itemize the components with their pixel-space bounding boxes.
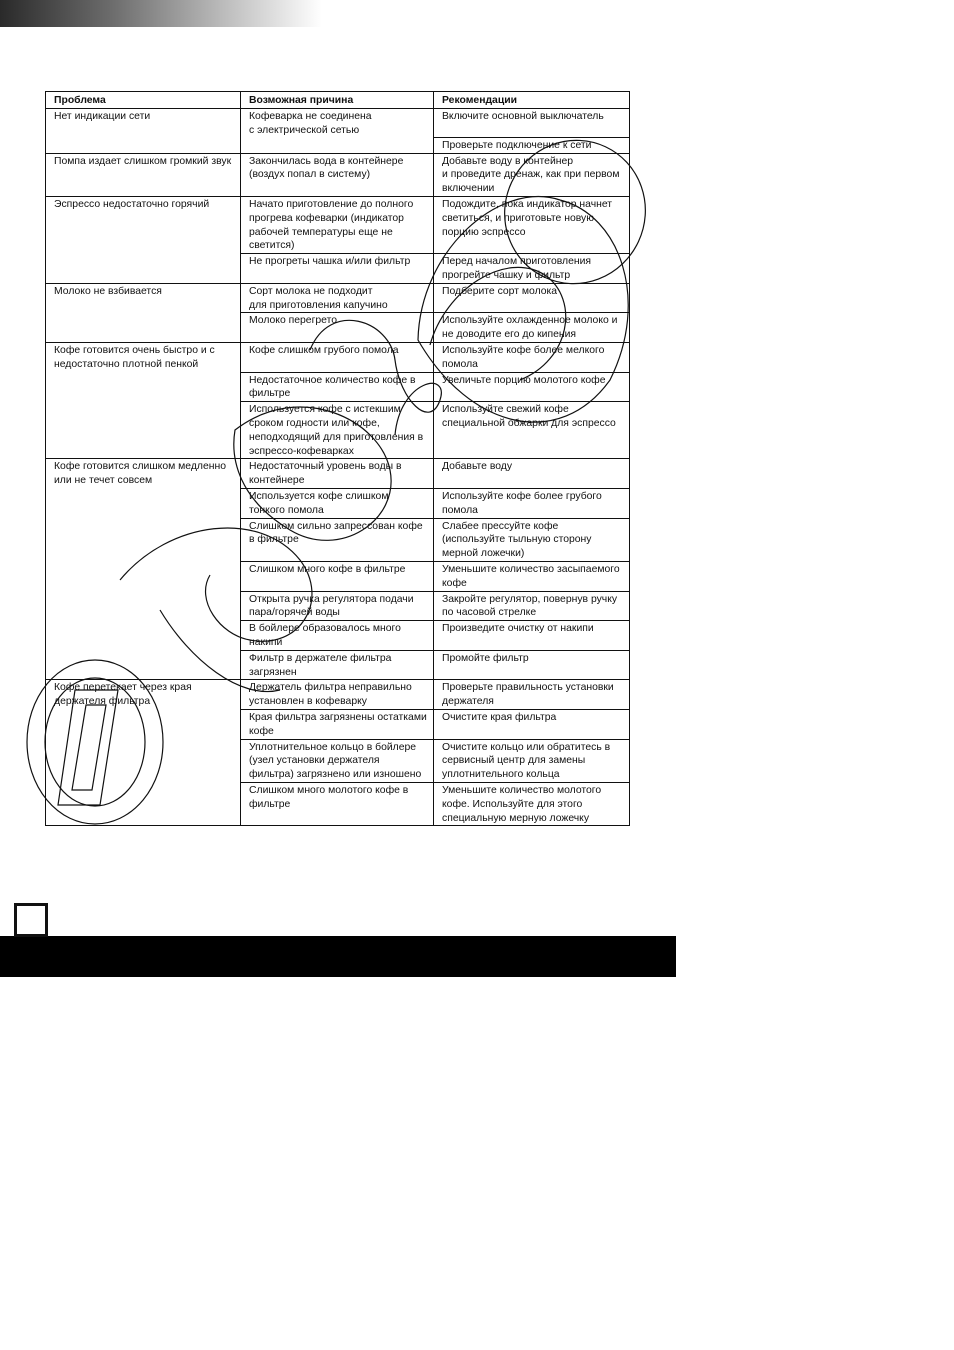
cause-cell: Недостаточное количество кофе в фильтре bbox=[241, 372, 434, 402]
problem-cell: Кофе перетекает через края держателя фильтра bbox=[46, 680, 241, 826]
recommendation-cell: Подберите сорт молока bbox=[434, 283, 630, 313]
recommendation-cell: Закройте регулятор, повернув ручку по часовой стрелке bbox=[434, 591, 630, 621]
problem-cell: Помпа издает слишком громкий звук bbox=[46, 153, 241, 196]
cause-cell: Слишком много кофе в фильтре bbox=[241, 562, 434, 592]
problem-cell: Кофе готовится слишком медленно или не течет совсем bbox=[46, 459, 241, 680]
cause-cell: Недостаточный уровень воды в контейнере bbox=[241, 459, 434, 489]
recommendation-cell: Слабее прессуйте кофе (используйте тыльную сторону мерной ложечки) bbox=[434, 518, 630, 561]
header-recommendation: Рекомендации bbox=[434, 92, 630, 109]
cause-cell: Закончилась вода в контейнере (воздух попал в систему) bbox=[241, 153, 434, 196]
recommendation-cell: Используйте охлажденное молоко и не доводите его до кипения bbox=[434, 313, 630, 343]
recommendation-cell: Используйте свежий кофе специальной обжарки для эспрессо bbox=[434, 402, 630, 459]
cause-cell bbox=[241, 137, 434, 153]
cause-cell: Используется кофе с истекшим сроком годности или кофе, неподходящий для приготовления в эспрессо-кофеварках bbox=[241, 402, 434, 459]
problem-cell: Нет индикации сети bbox=[46, 108, 241, 153]
cause-cell: Края фильтра загрязнены остатками кофе bbox=[241, 709, 434, 739]
recommendation-cell: Подождите, пока индикатор начнет светиться, и приготовьте новую порцию эспрессо bbox=[434, 197, 630, 254]
table-row bbox=[46, 153, 630, 196]
recommendation-cell: Уменьшите количество засыпаемого кофе bbox=[434, 562, 630, 592]
header-problem: Проблема bbox=[46, 92, 241, 109]
header-cause: Возможная причина bbox=[241, 92, 434, 109]
table-row bbox=[46, 283, 630, 313]
table-row bbox=[46, 459, 630, 489]
cause-cell: В бойлере образовалось много накипи bbox=[241, 621, 434, 651]
recommendation-cell: Увеличьте порцию молотого кофе bbox=[434, 372, 630, 402]
recommendation-cell: Очистите кольцо или обратитесь в сервисный центр для замены уплотнительного кольца bbox=[434, 739, 630, 782]
table-row bbox=[46, 343, 630, 373]
table-header-row bbox=[46, 92, 630, 109]
recommendation-cell: Используйте кофе более грубого помола bbox=[434, 489, 630, 519]
cause-cell: Используется кофе слишком тонкого помола bbox=[241, 489, 434, 519]
cause-cell: Молоко перегрето bbox=[241, 313, 434, 343]
cause-cell: Открыта ручка регулятора подачи пара/горячей воды bbox=[241, 591, 434, 621]
recommendation-cell: Проверьте подключение к сети bbox=[434, 137, 630, 153]
cause-cell: Кофеварка не соединена с электрической сетью bbox=[241, 108, 434, 137]
problem-cell: Эспрессо недостаточно горячий bbox=[46, 197, 241, 284]
recommendation-cell: Промойте фильтр bbox=[434, 650, 630, 680]
cause-cell: Начато приготовление до полного прогрева кофеварки (индикатор рабочей температуры еще не светится) bbox=[241, 197, 434, 254]
recommendation-cell: Очистите края фильтра bbox=[434, 709, 630, 739]
recommendation-cell: Произведите очистку от накипи bbox=[434, 621, 630, 651]
problem-cell: Кофе готовится очень быстро и с недостаточно плотной пенкой bbox=[46, 343, 241, 459]
cause-cell: Сорт молока не подходит для приготовления капучино bbox=[241, 283, 434, 313]
table-body bbox=[46, 108, 630, 826]
recommendation-cell: Добавьте воду в контейнер и проведите дренаж, как при первом включении bbox=[434, 153, 630, 196]
recommendation-cell: Добавьте воду bbox=[434, 459, 630, 489]
cause-cell: Держатель фильтра неправильно установлен в кофеварку bbox=[241, 680, 434, 710]
table-row bbox=[46, 680, 630, 710]
problem-cell: Молоко не взбивается bbox=[46, 283, 241, 342]
header-gradient-bar bbox=[0, 0, 322, 27]
recommendation-cell: Уменьшите количество молотого кофе. Используйте для этого специальную мерную ложечку bbox=[434, 782, 630, 825]
cause-cell: Фильтр в держателе фильтра загрязнен bbox=[241, 650, 434, 680]
cause-cell: Слишком сильно запрессован кофе в фильтре bbox=[241, 518, 434, 561]
table-row bbox=[46, 197, 630, 254]
recommendation-cell: Перед началом приготовления прогрейте чашку и фильтр bbox=[434, 254, 630, 284]
table-row bbox=[46, 108, 630, 137]
cause-cell: Кофе слишком грубого помола bbox=[241, 343, 434, 373]
cause-cell: Не прогреты чашка и/или фильтр bbox=[241, 254, 434, 284]
recommendation-cell: Проверьте правильность установки держателя bbox=[434, 680, 630, 710]
recommendation-cell: Включите основной выключатель bbox=[434, 108, 630, 137]
page-number-box bbox=[14, 903, 48, 937]
cause-cell: Уплотнительное кольцо в бойлере (узел установки держателя фильтра) загрязнено или изношено bbox=[241, 739, 434, 782]
troubleshooting-table bbox=[45, 91, 630, 826]
cause-cell: Слишком много молотого кофе в фильтре bbox=[241, 782, 434, 825]
footer-black-bar bbox=[0, 936, 676, 977]
recommendation-cell: Используйте кофе более мелкого помола bbox=[434, 343, 630, 373]
